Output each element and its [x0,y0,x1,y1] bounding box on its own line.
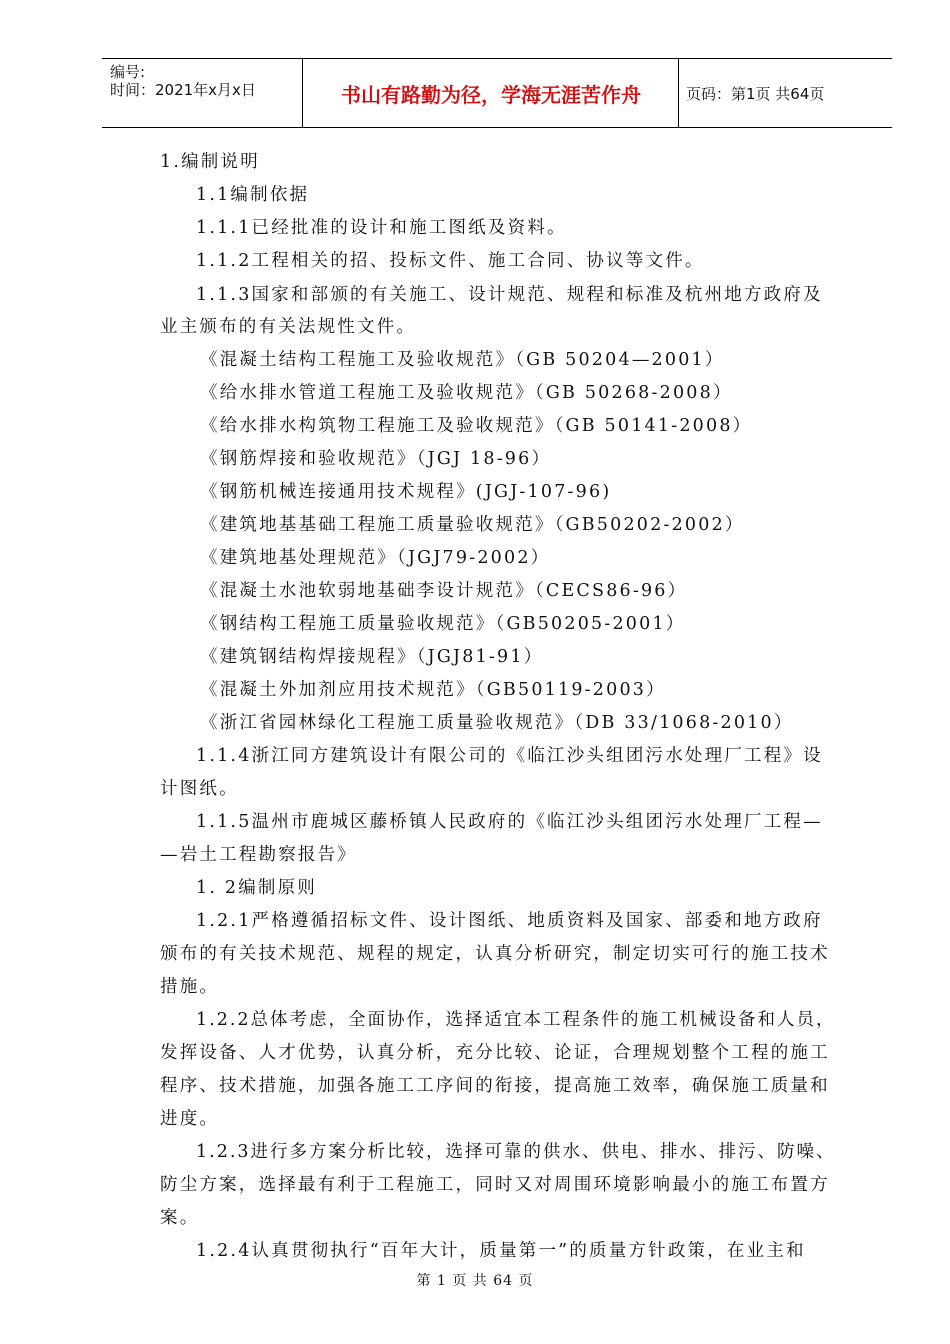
standard-reference: 《给水排水管道工程施工及验收规范》（GB 50268-2008） [200,383,733,403]
standard-reference: 《建筑地基基础工程施工质量验收规范》（GB50202-2002） [200,515,745,535]
paragraph-line: 1.2.3进行多方案分析比较，选择可靠的供水、供电、排水、排污、防噪、 [196,1142,836,1162]
paragraph-line: 1.2.2总体考虑，全面协作，选择适宜本工程条件的施工机械设备和人员， [196,1010,836,1030]
header-divider [302,59,303,127]
standard-reference: 《钢筋焊接和验收规范》（JGJ 18-96） [200,449,552,469]
standard-reference: 《钢结构工程施工质量验收规范》（GB50205-2001） [200,614,686,634]
header-motto: 书山有路勤为径，学海无涯苦作舟 [341,83,641,107]
header-page-info: 页码：第1页 共64页 [686,85,825,103]
standard-reference: 《混凝土水池软弱地基础李设计规范》（CECS86-96） [200,581,688,601]
paragraph-line: 1.1.5温州市鹿城区藤桥镇人民政府的《临江沙头组团污水处理厂工程— [196,812,823,832]
subsection-heading: 1. 2编制原则 [196,878,317,898]
paragraph-line: 1.2.1严格遵循招标文件、设计图纸、地质资料及国家、部委和地方政府 [196,911,823,931]
paragraph-line: 1.2.4认真贯彻执行“百年大计，质量第一”的质量方针政策，在业主和 [196,1241,806,1261]
header-divider [678,59,679,127]
standard-reference: 《给水排水构筑物工程施工及验收规范》（GB 50141-2008） [200,416,753,436]
page-footer [0,1270,950,1290]
paragraph-line: 1.1.3国家和部颁的有关施工、设计规范、规程和标准及杭州地方政府及 [196,285,823,305]
paragraph-line: 1.1.4浙江同方建筑设计有限公司的《临江沙头组团污水处理厂工程》设 [196,746,823,766]
section-heading: 1.编制说明 [160,152,260,172]
paragraph-line: 1.1.1已经批准的设计和施工图纸及资料。 [196,218,567,238]
paragraph-line: —岩土工程勘察报告》 [160,845,357,865]
paragraph-line: 颁布的有关技术规范、规程的规定，认真分析研究，制定切实可行的施工技术 [160,944,830,964]
paragraph-line: 防尘方案，选择最有利于工程施工，同时又对周围环境影响最小的施工布置方 [160,1175,830,1195]
standard-reference: 《混凝土结构工程施工及验收规范》（GB 50204—2001） [200,350,725,370]
subsection-heading: 1.1编制依据 [196,185,310,205]
paragraph-line: 发挥设备、人才优势，认真分析，充分比较、论证，合理规划整个工程的施工 [160,1043,830,1063]
paragraph-line: 计图纸。 [160,779,239,799]
document-number-label: 编号: [110,63,146,81]
standard-reference: 《建筑地基处理规范》（JGJ79-2002） [200,548,551,568]
paragraph-line: 进度。 [160,1109,220,1129]
paragraph-line: 1.1.2工程相关的招、投标文件、施工合同、协议等文件。 [196,251,705,271]
standard-reference: 《浙江省园林绿化工程施工质量验收规范》（DB 33/1068-2010） [200,713,794,733]
page-header [102,58,892,128]
document-time: 时间：2021年x月x日 [110,81,256,99]
paragraph-line: 案。 [160,1208,200,1228]
standard-reference: 《钢筋机械连接通用技术规程》(JGJ-107-96) [200,482,612,502]
paragraph-line: 业主颁布的有关法规性文件。 [160,317,417,337]
standard-reference: 《混凝土外加剂应用技术规范》（GB50119-2003） [200,680,666,700]
header-meta [110,63,256,99]
footer-page-number: 第 1 页 共 64 页 [416,1273,534,1289]
paragraph-line: 措施。 [160,977,220,997]
paragraph-line: 程序、技术措施，加强各施工工序间的衔接，提高施工效率，确保施工质量和 [160,1076,830,1096]
standard-reference: 《建筑钢结构焊接规程》（JGJ81-91） [200,647,544,667]
